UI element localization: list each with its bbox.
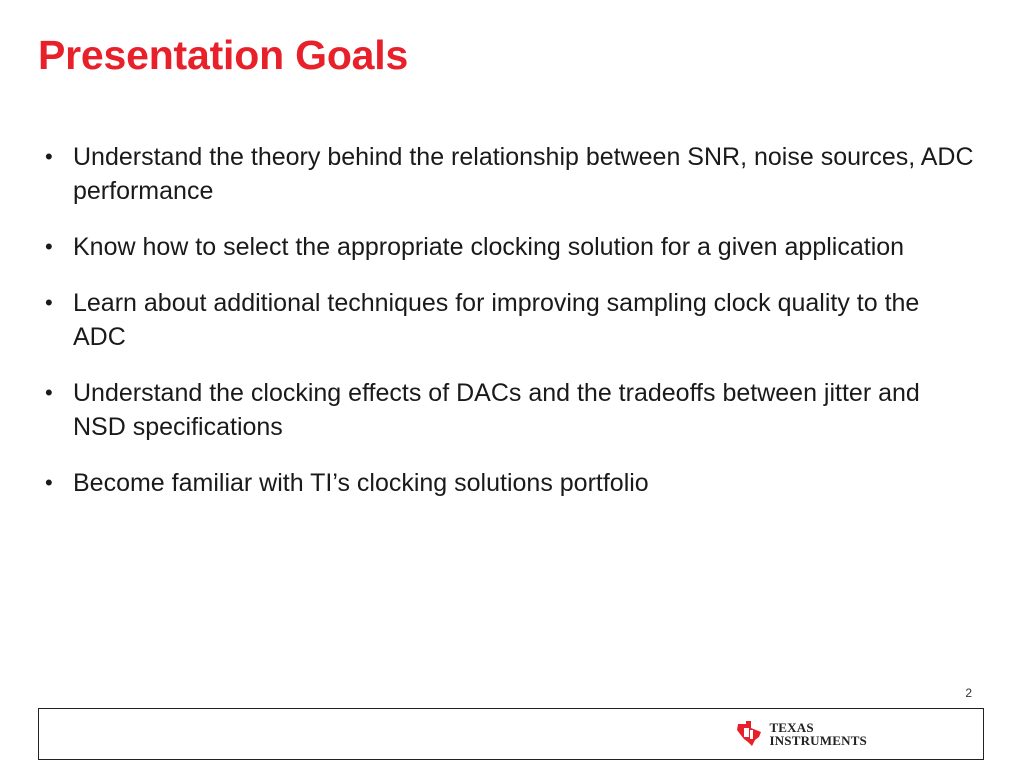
bullet-icon: • xyxy=(45,234,53,259)
logo-line-texas: TEXAS xyxy=(769,720,814,735)
bullet-icon: • xyxy=(45,144,53,169)
bullet-item xyxy=(45,230,975,264)
bullet-text: Learn about additional techniques for improving sampling clock quality to the ADC xyxy=(73,289,920,351)
bullet-item xyxy=(45,140,975,208)
bullet-text: Know how to select the appropriate clocking solution for a given application xyxy=(73,233,905,261)
page-number: 2 xyxy=(965,686,972,700)
bullet-item xyxy=(45,286,975,354)
slide-title: Presentation Goals xyxy=(38,32,409,78)
bullet-text: Understand the clocking effects of DACs and the tradeoffs between jitter and NSD specifications xyxy=(73,379,920,441)
texas-state-icon xyxy=(735,719,765,749)
bullet-icon: • xyxy=(45,470,53,495)
ti-wordmark xyxy=(769,721,867,747)
bullet-list xyxy=(45,140,975,522)
bullet-text: Become familiar with TI’s clocking solutions portfolio xyxy=(73,469,649,497)
footer-box xyxy=(38,708,984,760)
bullet-item xyxy=(45,466,975,500)
bullet-item xyxy=(45,376,975,444)
logo-line-instruments: INSTRUMENTS xyxy=(769,733,867,748)
ti-logo xyxy=(735,719,867,749)
bullet-icon: • xyxy=(45,290,53,315)
bullet-text: Understand the theory behind the relationship between SNR, noise sources, ADC performance xyxy=(73,143,974,205)
bullet-icon: • xyxy=(45,380,53,405)
